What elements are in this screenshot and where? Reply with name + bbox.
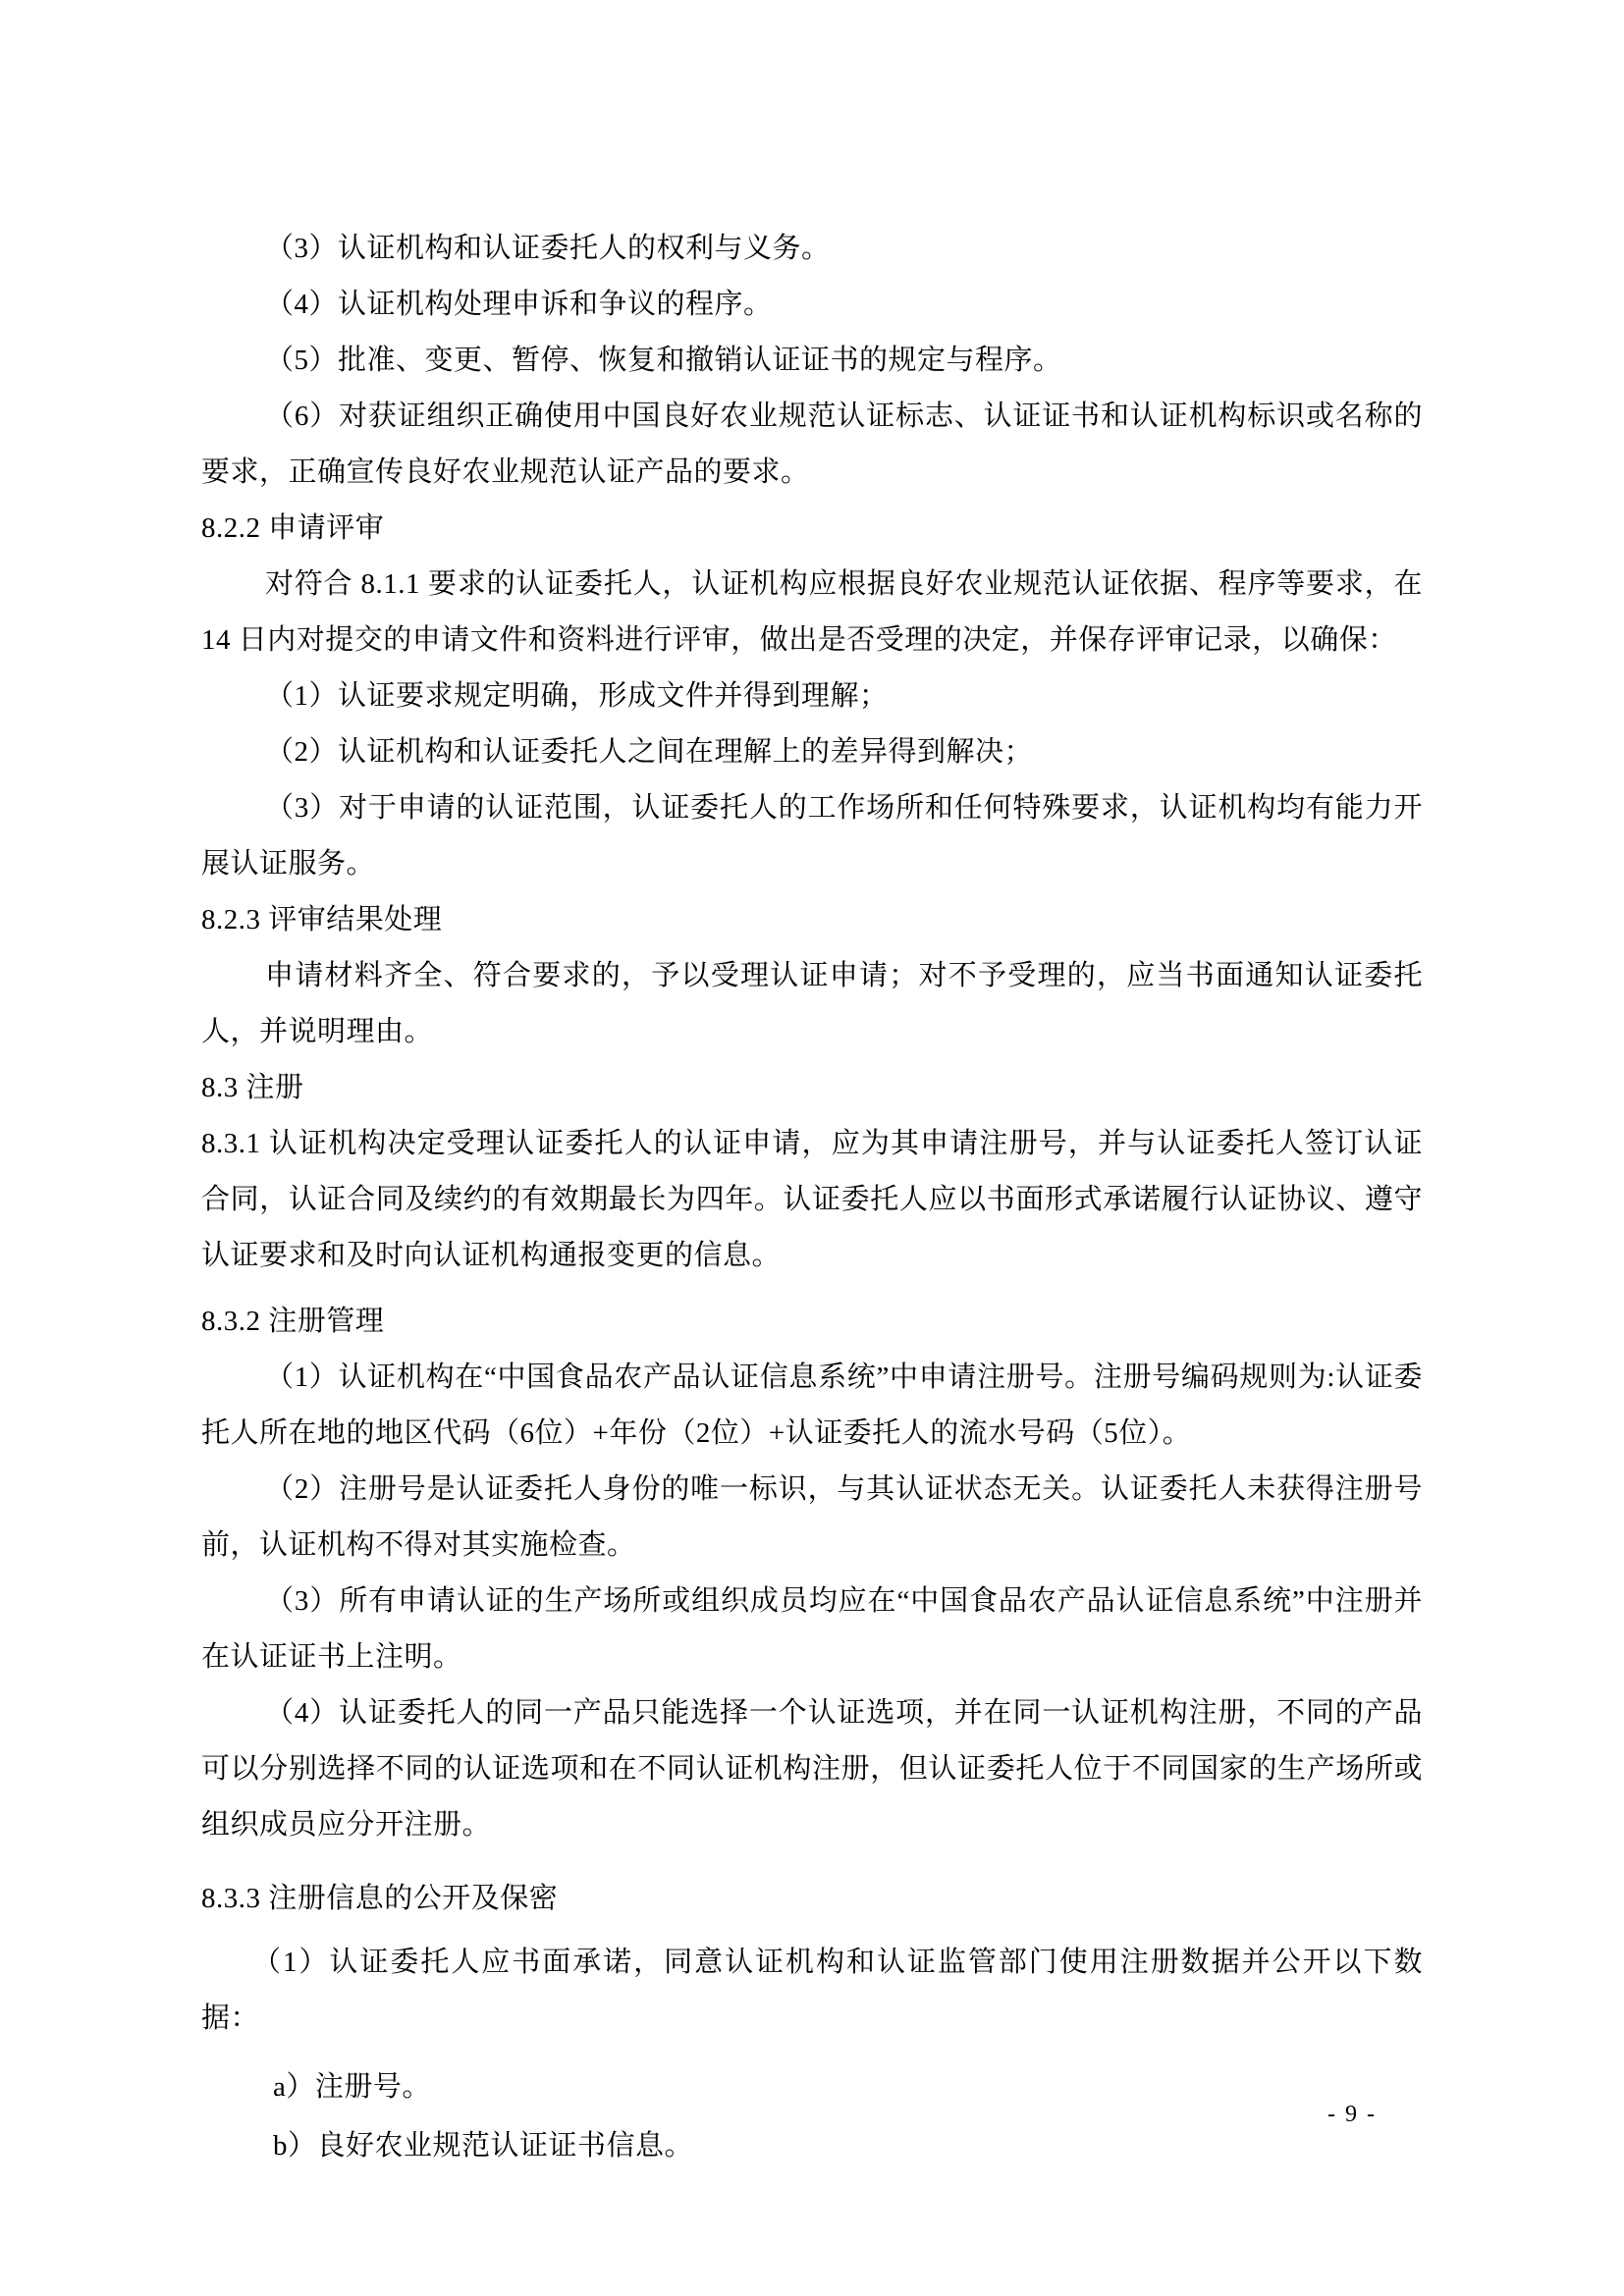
section-heading: 8.2.3 评审结果处理 bbox=[201, 904, 443, 935]
paragraph: 对符合 8.1.1 要求的认证委托人，认证机构应根据良好农业规范认证依据、程序等要求，在 14 日内对提交的申请文件和资料进行评审，做出是否受理的决定，并保存评审记录，以确保： bbox=[201, 568, 1423, 656]
list-item: （3）认证机构和认证委托人的权利与义务。 bbox=[265, 233, 831, 264]
list-item: b）良好农业规范认证证书信息。 bbox=[273, 2130, 694, 2162]
section-heading: 8.3.3 注册信息的公开及保密 bbox=[201, 1883, 559, 1914]
list-item: （1）认证委托人应书面承诺，同意认证机构和认证监管部门使用注册数据并公开以下数据： bbox=[201, 1947, 1423, 2034]
list-item: a）注册号。 bbox=[273, 2071, 431, 2103]
page-number: - 9 - bbox=[1327, 2102, 1377, 2127]
list-item: （3）所有申请认证的生产场所或组织成员均应在“中国食品农产品认证信息系统”中注册并在认证证书上注明。 bbox=[201, 1585, 1423, 1673]
list-item: （4）认证委托人的同一产品只能选择一个认证选项，并在同一认证机构注册，不同的产品可以分别选择不同的认证选项和在不同认证机构注册，但认证委托人位于不同国家的生产场所或组织成员应分开注册。 bbox=[201, 1697, 1423, 1841]
list-item: （3）对于申请的认证范围，认证委托人的工作场所和任何特殊要求，认证机构均有能力开展认证服务。 bbox=[201, 792, 1423, 880]
section-heading: 8.3 注册 bbox=[201, 1072, 304, 1103]
list-item: （1）认证机构在“中国食品农产品认证信息系统”中申请注册号。注册号编码规则为:认证委托人所在地的地区代码（6位）+年份（2位）+认证委托人的流水号码（5位）。 bbox=[201, 1362, 1423, 1449]
list-item: （5）批准、变更、暂停、恢复和撤销认证证书的规定与程序。 bbox=[265, 345, 1062, 376]
list-item: （6）对获证组织正确使用中国良好农业规范认证标志、认证证书和认证机构标识或名称的要求，正确宣传良好农业规范认证产品的要求。 bbox=[201, 400, 1423, 488]
list-item: （2）注册号是认证委托人身份的唯一标识，与其认证状态无关。认证委托人未获得注册号前，认证机构不得对其实施检查。 bbox=[201, 1473, 1423, 1561]
document-body bbox=[201, 221, 1423, 2174]
list-item: （2）认证机构和认证委托人之间在理解上的差异得到解决； bbox=[265, 736, 1034, 768]
section-heading: 8.2.2 申请评审 bbox=[201, 512, 385, 544]
list-item: （4）认证机构处理申诉和争议的程序。 bbox=[265, 289, 773, 320]
section-heading: 8.3.2 注册管理 bbox=[201, 1306, 385, 1337]
paragraph: 8.3.1 认证机构决定受理认证委托人的认证申请，应为其申请注册号，并与认证委托人签订认证合同，认证合同及续约的有效期最长为四年。认证委托人应以书面形式承诺履行认证协议、遵守认证要求和及时向认证机构通报变更的信息。 bbox=[201, 1128, 1423, 1271]
list-item: （1）认证要求规定明确，形成文件并得到理解； bbox=[265, 680, 889, 712]
paragraph: 申请材料齐全、符合要求的，予以受理认证申请；对不予受理的，应当书面通知认证委托人，并说明理由。 bbox=[201, 960, 1423, 1047]
